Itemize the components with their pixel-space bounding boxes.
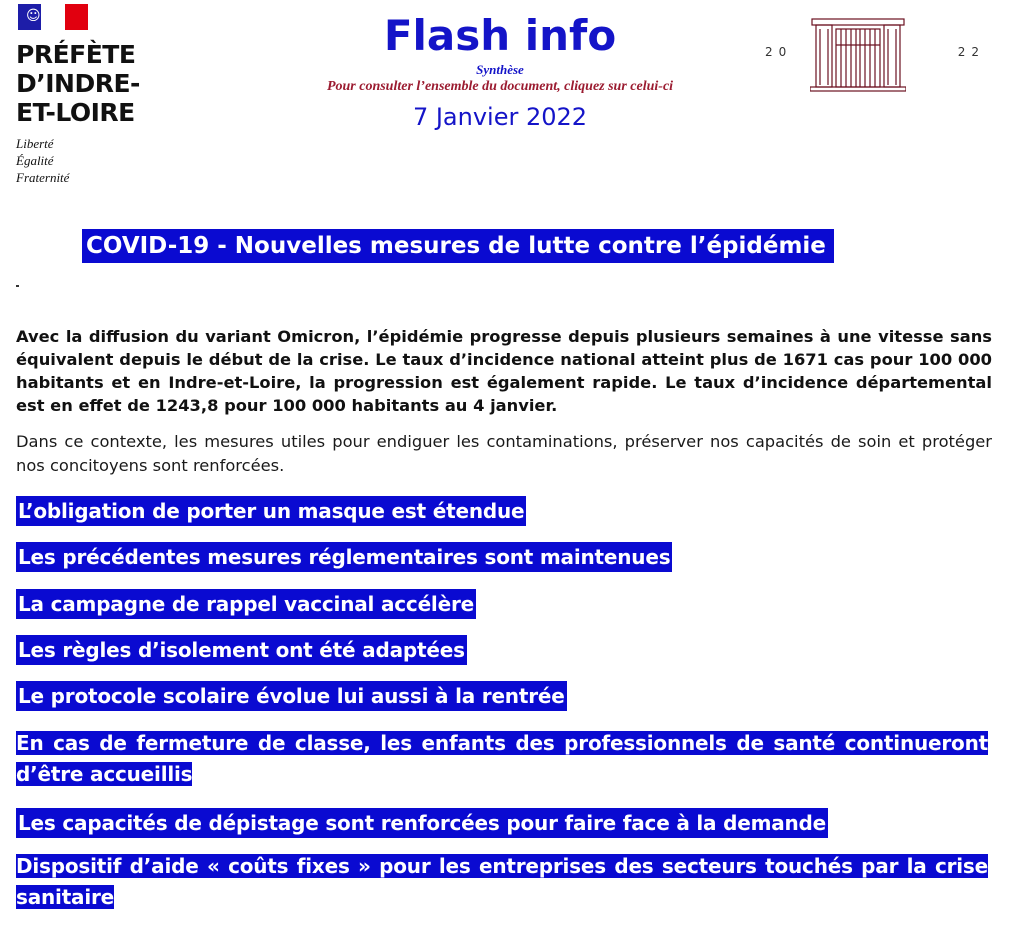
- measure-regulations-maintained: Les précédentes mesures réglementaires sont maintenues: [16, 542, 672, 572]
- measure-school-protocol: Le protocole scolaire évolue lui aussi à la rentrée: [16, 681, 567, 711]
- year-emblem: [755, 15, 995, 95]
- measure-class-closure: [16, 728, 988, 790]
- building-gate-icon: [810, 15, 906, 93]
- measure-class-closure-text: En cas de fermeture de classe, les enfants des professionnels de santé continueront d’être accueillis: [16, 731, 988, 786]
- prefecture-name-line: D’INDRE-: [16, 69, 140, 98]
- motto-line: Liberté: [16, 136, 54, 151]
- motto-line: Fraternité: [16, 170, 70, 185]
- header: [230, 10, 770, 132]
- motto: [16, 135, 156, 186]
- motto-line: Égalité: [16, 153, 54, 168]
- consult-document-link[interactable]: Pour consulter l’ensemble du document, cliquez sur celui-ci: [326, 79, 674, 94]
- french-flag-icon: [18, 4, 88, 30]
- context-paragraph: Dans ce contexte, les mesures utiles pour endiguer les contaminations, préserver nos capacités de soin et protéger nos concitoyens sont renforcées.: [16, 432, 992, 475]
- measure-testing-capacity: Les capacités de dépistage sont renforcées pour faire face à la demande: [16, 808, 828, 838]
- measure-mask-obligation: L’obligation de porter un masque est étendue: [16, 496, 526, 526]
- prefecture-name-line: ET-LOIRE: [16, 98, 135, 127]
- year-left: 20: [765, 45, 793, 59]
- measure-vaccine-booster: La campagne de rappel vaccinal accélère: [16, 589, 476, 619]
- measure-isolation-rules: Les règles d’isolement ont été adaptées: [16, 635, 467, 665]
- year-right: 22: [957, 45, 985, 59]
- measure-fixed-costs-aid: [16, 851, 988, 913]
- prefecture-logo: [16, 4, 156, 186]
- main-heading: COVID-19 - Nouvelles mesures de lutte contre l’épidémie: [82, 229, 834, 263]
- intro-paragraph: Avec la diffusion du variant Omicron, l’épidémie progresse depuis plusieurs semaines à une vitesse sans équivalent depuis le début de la crise. Le taux d’incidence national atteint plus de 1671 cas pour 100 000 habitants et en Indre-et-Loire, la progression est également rapide. Le taux d’incidence départemental est en effet de 1243,8 pour 100 000 habitants au 4 janvier.: [16, 327, 992, 415]
- marianne-icon: ☺: [26, 8, 41, 24]
- measure-fixed-costs-aid-text: Dispositif d’aide « coûts fixes » pour les entreprises des secteurs touchés par la crise sanitaire: [16, 854, 988, 909]
- prefecture-name: [16, 40, 156, 127]
- subtitle: Synthèse: [476, 62, 524, 77]
- prefecture-name-line: PRÉFÈTE: [16, 40, 136, 69]
- page-title: Flash info: [383, 11, 617, 60]
- divider-dot: [16, 285, 19, 287]
- publication-date: 7 Janvier 2022: [412, 103, 588, 131]
